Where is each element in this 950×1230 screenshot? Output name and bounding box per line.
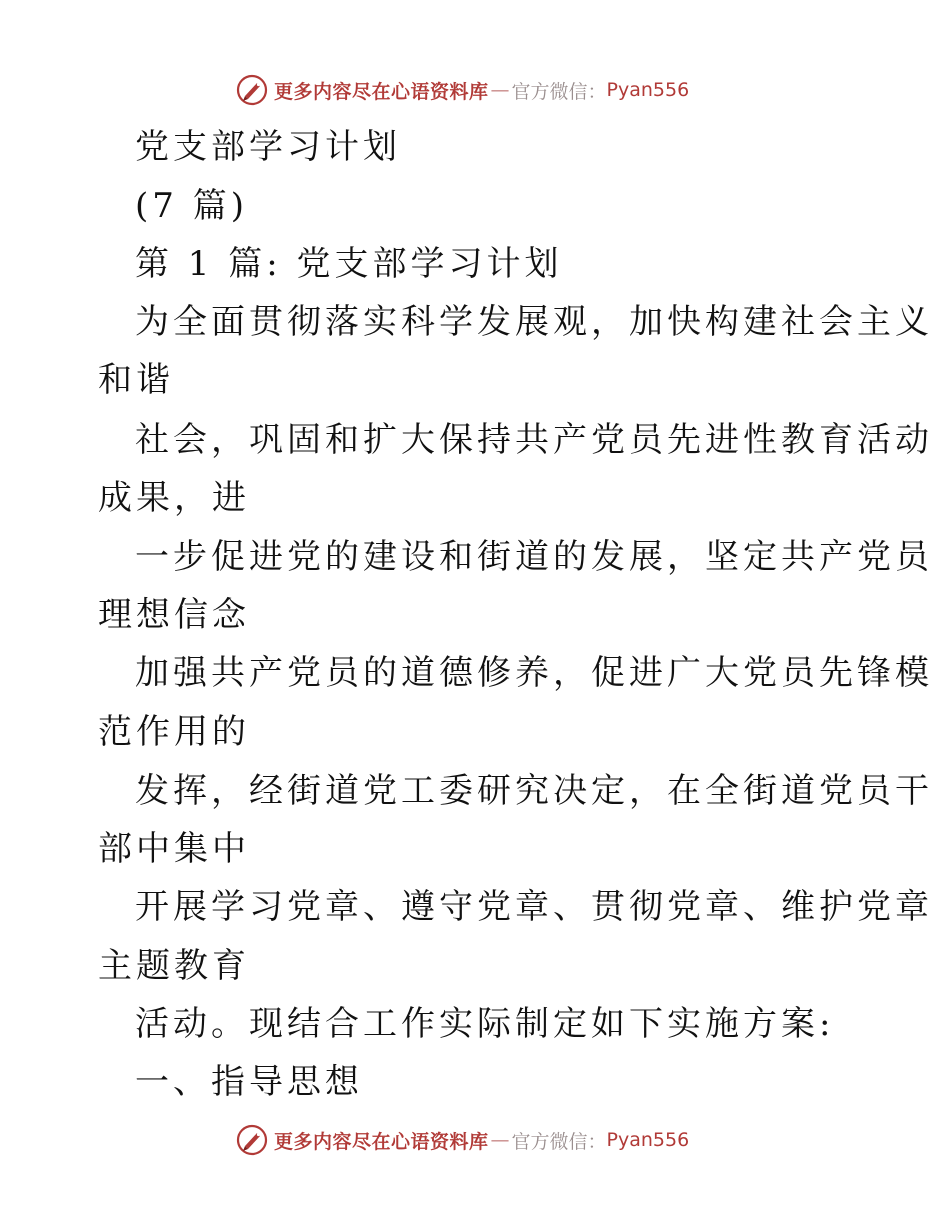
watermark-dash: —	[490, 1129, 510, 1151]
paragraph-line: 发挥，经街道党工委研究决定，在全街道党员干	[135, 771, 933, 811]
watermark-header	[236, 73, 689, 107]
paragraph-line: 为全面贯彻落实科学发展观，加快构建社会主义	[135, 302, 933, 342]
watermark-wechat-label: 官方微信：	[511, 1130, 607, 1153]
paragraph-line: 成果，进	[98, 478, 250, 518]
watermark-footer	[236, 1123, 689, 1157]
watermark-wechat-id: Pyan556	[606, 1129, 690, 1151]
paragraph-line: 主题教育	[98, 946, 250, 986]
paragraph-line: 范作用的	[98, 712, 250, 752]
paragraph-line: 部中集中	[98, 829, 250, 869]
paragraph-line: 和谐	[98, 360, 174, 400]
watermark-wechat-label: 官方微信：	[511, 80, 607, 103]
paragraph-line: 一步促进党的建设和街道的发展，坚定共产党员	[135, 537, 933, 577]
paragraph-line: 加强共产党员的道德修养，促进广大党员先锋模	[135, 653, 933, 693]
document-title: 党支部学习计划	[135, 127, 401, 167]
watermark-text: 更多内容尽在心语资料库	[274, 80, 489, 103]
section-title: 第 1 篇: 党支部学习计划	[135, 244, 563, 284]
paragraph-line: 活动。现结合工作实际制定如下实施方案:	[135, 1004, 835, 1044]
heading-guiding-thought: 一、指导思想	[135, 1062, 363, 1102]
watermark-dash: —	[490, 79, 510, 101]
watermark-text: 更多内容尽在心语资料库	[274, 1130, 489, 1153]
watermark-wechat-id: Pyan556	[606, 79, 690, 101]
document-count: (7 篇)	[135, 186, 248, 226]
pen-logo-icon	[236, 74, 268, 106]
paragraph-line: 社会，巩固和扩大保持共产党员先进性教育活动	[135, 420, 933, 460]
paragraph-line: 开展学习党章、遵守党章、贯彻党章、维护党章	[135, 887, 933, 927]
paragraph-line: 理想信念	[98, 595, 250, 635]
pen-logo-icon	[236, 1124, 268, 1156]
